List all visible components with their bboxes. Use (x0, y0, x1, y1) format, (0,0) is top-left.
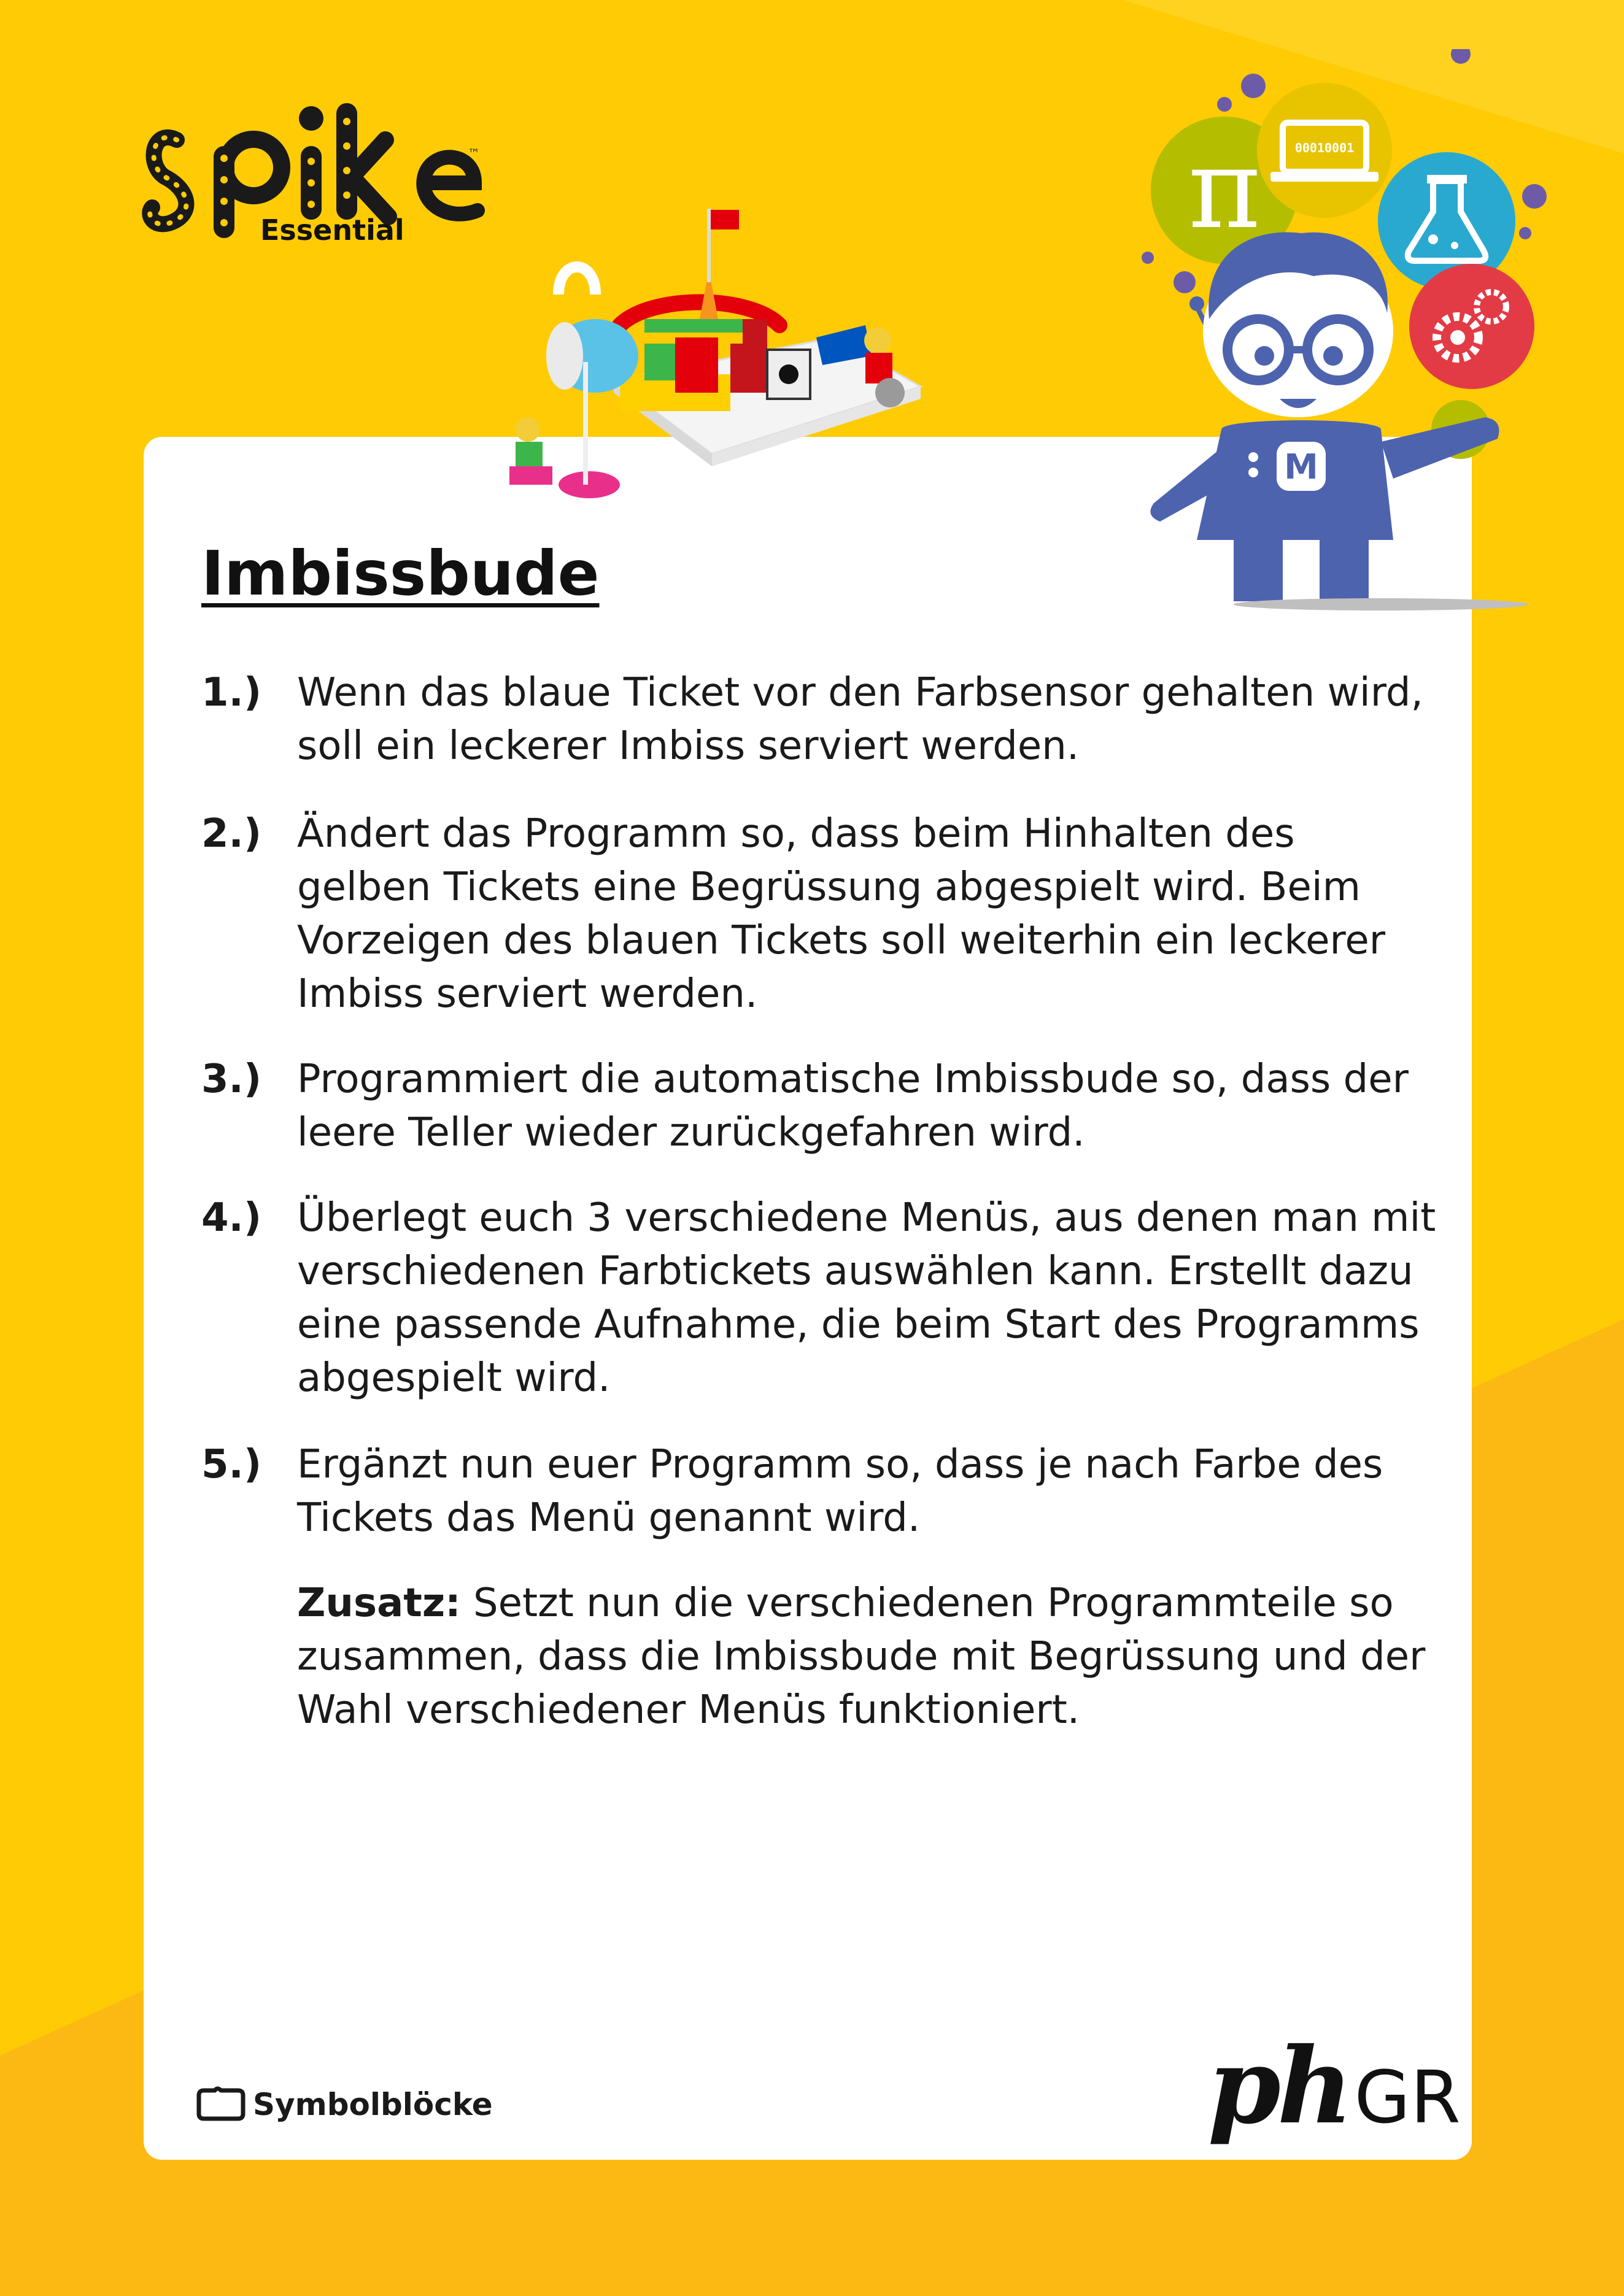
extra-task-label: Zusatz: (297, 1581, 461, 1626)
food-stall-illustration (491, 196, 933, 515)
extra-task (297, 1577, 1439, 1737)
publisher-logo (1208, 2025, 1461, 2148)
task-text: Programmiert die automatische Imbissbude so, dass der leere Teller wieder zurückgefahren wird. (297, 1057, 1409, 1155)
mascot-illustration (1092, 49, 1559, 620)
symbol-block-icon (196, 2086, 246, 2124)
extra-task-text: Setzt nun die verschiedenen Programmteile so zusammen, dass die Imbissbude mit Begrüssung und der Wahl verschiedener Menüs funktioniert. (297, 1581, 1426, 1733)
block-mode-badge (196, 2083, 493, 2126)
trademark-mark: ™ (468, 146, 480, 161)
task-number: 2.) (201, 811, 262, 857)
task-text: Überlegt euch 3 verschiedene Menüs, aus denen man mit verschiedenen Farbtickets auswählen kann. Erstellt dazu eine passende Aufnahme, die beim Start des Programms abgespielt wird. (297, 1195, 1436, 1401)
task-number: 5.) (201, 1442, 262, 1487)
task-number: 4.) (201, 1195, 262, 1241)
laptop-code: 00010001 (1294, 141, 1355, 155)
page-title: Imbissbude (201, 537, 600, 609)
task-text: Wenn das blaue Ticket vor den Farbsensor gehalten wird, soll ein leckerer Imbiss serviert werden. (297, 670, 1423, 769)
task-text: Ändert das Programm so, dass beim Hinhalten des gelben Tickets eine Begrüssung abgespielt wird. Beim Vorzeigen des blauen Tickets soll weiterhin ein leckerer Imbiss serviert werden. (297, 811, 1386, 1017)
publisher-logo-gr: GR (1354, 2055, 1461, 2140)
spike-essential-label: Essential (260, 214, 404, 247)
task-text: Ergänzt nun euer Programm so, dass je nach Farbe des Tickets das Menü genannt wird. (297, 1442, 1383, 1541)
pi-symbol: π (1188, 125, 1261, 253)
mascot-badge: M (1284, 447, 1318, 487)
publisher-logo-ph: ph (1208, 2025, 1350, 2148)
block-mode-label: Symbolblöcke (253, 2087, 493, 2122)
task-number: 3.) (201, 1057, 262, 1102)
task-number: 1.) (201, 670, 262, 715)
